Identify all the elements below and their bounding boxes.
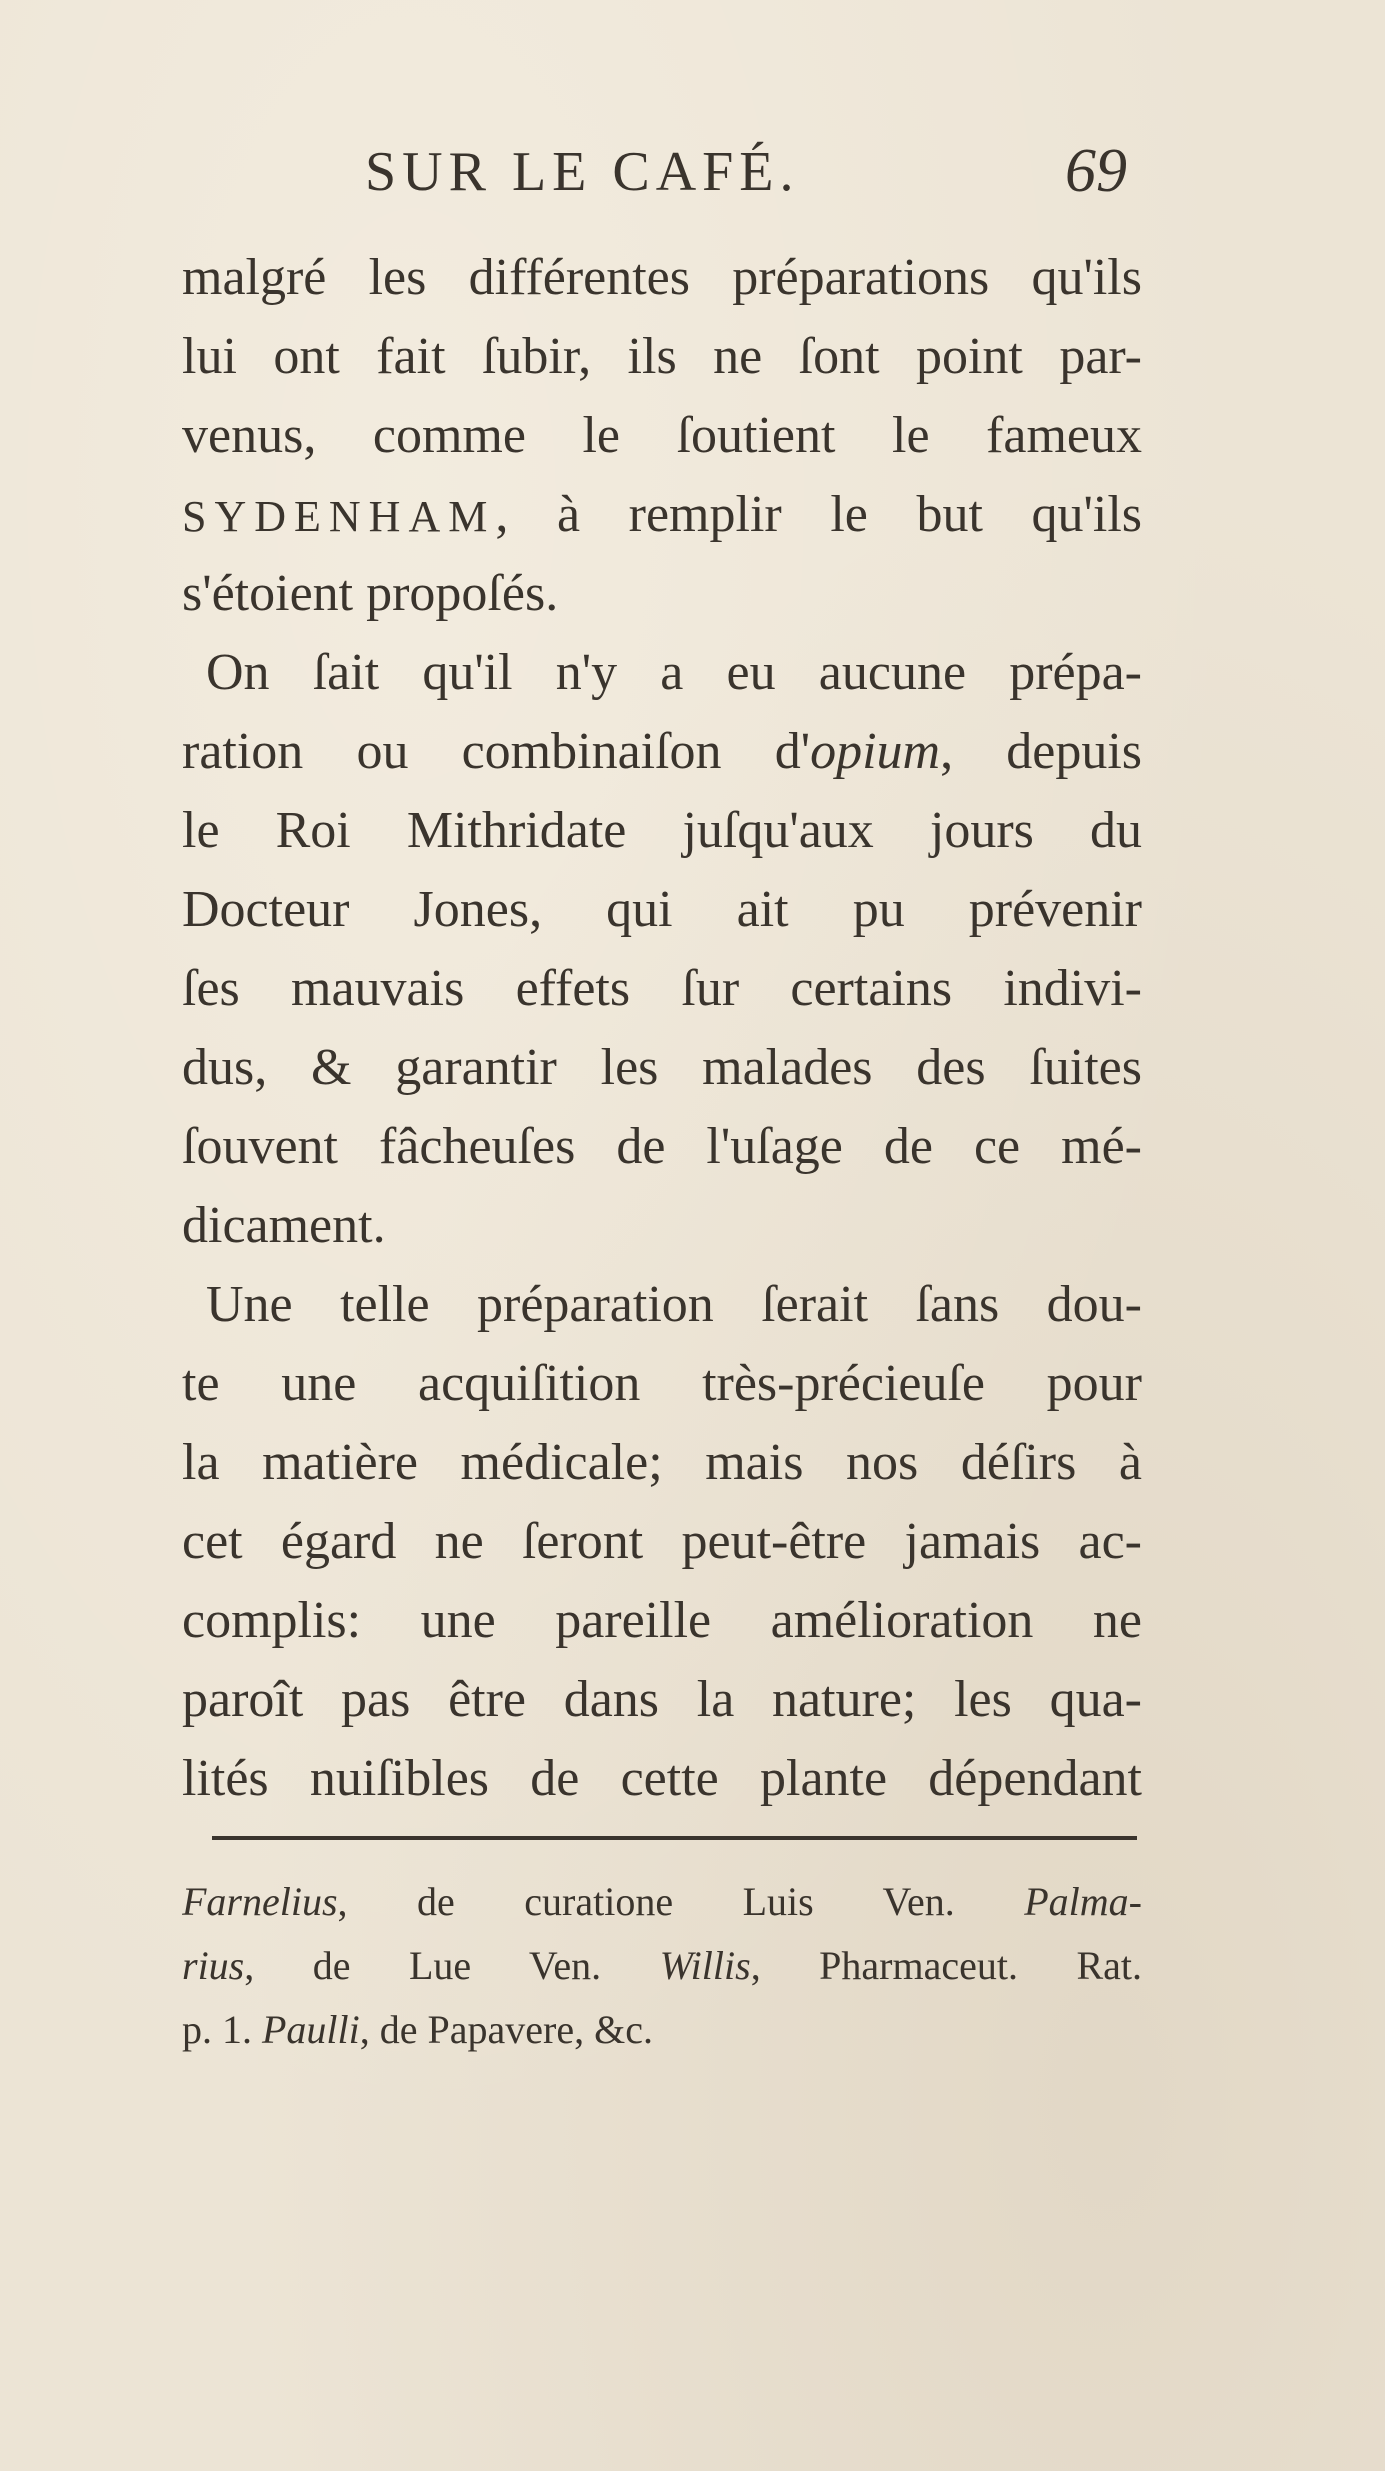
footnote-text: , de curatione Luis Ven.	[337, 1879, 1025, 1924]
footnote-author: Paulli	[262, 2007, 360, 2052]
text-line	[182, 1186, 1142, 1265]
italic-term: opium	[810, 723, 941, 780]
line-text: s'étoient propoſés.	[182, 565, 559, 622]
text-line	[182, 1107, 1142, 1186]
line-text: lités nuiſibles de cette plante dépendant	[182, 1750, 1142, 1807]
line-text: paroît pas être dans la nature; les qua-	[182, 1671, 1142, 1728]
footnote-author: rius	[182, 1943, 245, 1988]
footnote-line	[182, 1870, 1142, 1934]
text-line	[182, 396, 1142, 475]
text-line	[182, 1028, 1142, 1107]
page-number: 69	[1065, 137, 1127, 205]
line-text: ſes mauvais effets ſur certains indivi-	[182, 960, 1142, 1017]
line-text: ration ou combinaiſon d'	[182, 723, 811, 780]
footnote-text: , Pharmaceut. Rat.	[750, 1943, 1142, 1988]
line-text: lui ont fait ſubir, ils ne ſont point par-	[182, 328, 1142, 385]
page-header	[0, 137, 1385, 220]
line-text: ſouvent fâcheuſes de l'uſage de ce mé-	[182, 1118, 1142, 1175]
text-line	[182, 791, 1142, 870]
running-title: SUR LE CAFÉ.	[365, 141, 800, 203]
text-line	[182, 949, 1142, 1028]
text-line	[182, 1265, 1142, 1344]
footnote-line	[182, 1934, 1142, 1998]
line-text: complis: une pareille amélioration ne	[182, 1592, 1142, 1649]
footnote	[182, 1870, 1142, 2062]
text-line	[182, 1581, 1142, 1660]
footnote-rule	[212, 1836, 1137, 1840]
footnote-author: Farnelius	[182, 1879, 338, 1924]
text-line	[182, 633, 1142, 712]
text-line	[182, 475, 1142, 554]
author-name-small-caps: SYDENHAM	[182, 492, 496, 541]
line-text: venus, comme le ſoutient le fameux	[182, 407, 1142, 464]
text-line	[182, 317, 1142, 396]
text-line	[182, 1660, 1142, 1739]
text-line	[182, 870, 1142, 949]
line-text: dicament.	[182, 1197, 386, 1254]
body-text	[182, 238, 1142, 1818]
line-text: On ſait qu'il n'y a eu aucune prépa-	[206, 644, 1142, 701]
line-text: Une telle préparation ſerait ſans dou-	[206, 1276, 1142, 1333]
line-text: te une acquiſition très-précieuſe pour	[182, 1355, 1142, 1412]
text-line	[182, 1739, 1142, 1818]
text-line	[182, 554, 1142, 633]
line-text: dus, & garantir les malades des ſuites	[182, 1039, 1142, 1096]
line-text: cet égard ne ſeront peut-être jamais ac-	[182, 1513, 1142, 1570]
line-text: malgré les différentes préparations qu'ils	[182, 249, 1142, 306]
footnote-author: Willis	[659, 1943, 751, 1988]
text-line	[182, 1423, 1142, 1502]
line-text: la matière médicale; mais nos déſirs à	[182, 1434, 1142, 1491]
text-line	[182, 712, 1142, 791]
footnote-text: , de Lue Ven.	[244, 1943, 660, 1988]
text-line	[182, 1502, 1142, 1581]
text-line	[182, 1344, 1142, 1423]
footnote-text: p. 1.	[182, 2007, 262, 2052]
text-line	[182, 238, 1142, 317]
line-text: le Roi Mithridate juſqu'aux jours du	[182, 802, 1142, 859]
footnote-line	[182, 1998, 1142, 2062]
line-text: , depuis	[940, 723, 1142, 780]
line-text: , à remplir le but qu'ils	[495, 486, 1142, 543]
footnote-text: , de Papavere, &c.	[359, 2007, 653, 2052]
line-text: Docteur Jones, qui ait pu prévenir	[182, 881, 1142, 938]
footnote-author: Palma-	[1024, 1879, 1142, 1924]
